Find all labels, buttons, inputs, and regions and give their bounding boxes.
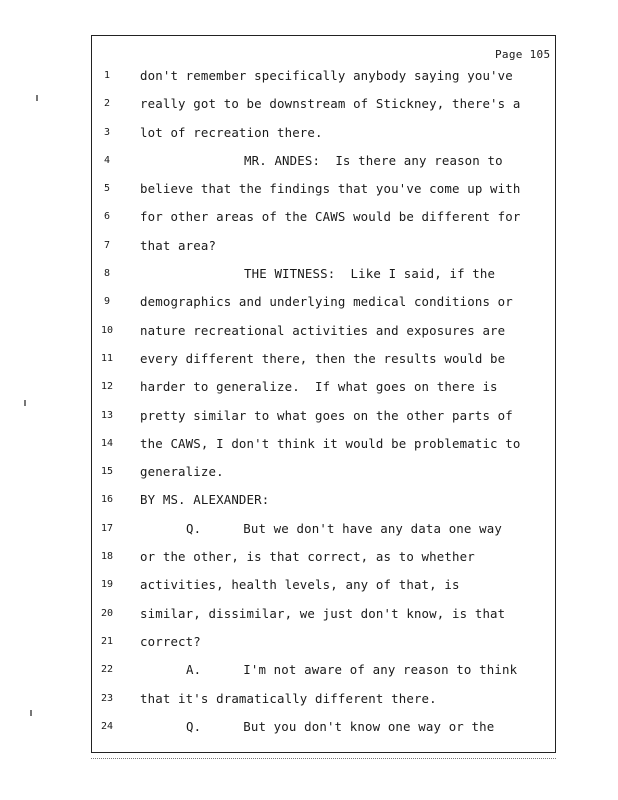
line-number: 11 [100,352,114,364]
line-number: 23 [100,692,114,704]
qa-text: But you don't know one way or the [243,718,495,734]
line-number: 13 [100,409,114,421]
line-number: 16 [100,494,114,506]
line-number: 12 [100,381,114,393]
answer-line [140,661,556,689]
transcript-line: activities, health levels, any of that, is [140,577,460,593]
line-number: 9 [103,296,111,308]
transcript-line: similar, dissimilar, we just don't know, is that [140,605,506,621]
transcript-line: the CAWS, I don't think it would be problematic to [140,435,521,451]
margin-mark [30,710,32,716]
qa-text: I'm not aware of any reason to think [243,662,518,678]
line-number: 19 [100,579,114,591]
line-number: 18 [100,551,114,563]
question-line [140,718,556,746]
line-number: 20 [100,607,114,619]
page-bottom-rule [91,758,556,759]
qa-label: Q. [186,520,202,536]
qa-text: But we don't have any data one way [243,520,502,536]
line-number: 3 [103,126,111,138]
speaker-line: THE WITNESS: Like I said, if the [244,266,496,282]
line-number: 22 [100,664,114,676]
margin-mark [36,95,38,101]
transcript-line: believe that the findings that you've come up with [140,181,521,197]
line-number: 15 [100,466,114,478]
line-number: 8 [103,268,111,280]
line-number: 4 [103,154,111,166]
line-number: 17 [100,522,114,534]
transcript-line: pretty similar to what goes on the other parts of [140,407,513,423]
transcript-line: for other areas of the CAWS would be different for [140,209,521,225]
transcript-line: every different there, then the results would be [140,350,506,366]
examiner-line: BY MS. ALEXANDER: [140,492,270,508]
line-number-column [98,67,116,746]
margin-mark [24,400,26,406]
transcript-line: that area? [140,237,217,253]
line-number: 2 [103,98,111,110]
line-number: 14 [100,437,114,449]
transcript-line: harder to generalize. If what goes on there is [140,379,498,395]
speaker-line: MR. ANDES: Is there any reason to [244,152,503,168]
transcript-body [140,67,556,746]
transcript-line: nature recreational activities and exposures are [140,322,506,338]
transcript-line: that it's dramatically different there. [140,690,437,706]
qa-label: A. [186,662,202,678]
transcript-line: lot of recreation there. [140,124,323,140]
qa-label: Q. [186,718,202,734]
line-number: 5 [103,183,111,195]
transcript-line: really got to be downstream of Stickney, there's a [140,96,521,112]
transcript-line: or the other, is that correct, as to whether [140,549,475,565]
transcript-line: demographics and underlying medical conditions or [140,294,513,310]
line-number: 21 [100,635,114,647]
line-number: 10 [100,324,114,336]
line-number: 1 [103,70,111,81]
transcript-line: don't remember specifically anybody saying you've [140,68,513,83]
line-number: 24 [100,720,114,732]
line-number: 7 [103,239,111,251]
line-number: 6 [103,211,111,223]
transcript-line: correct? [140,633,201,649]
question-line [140,520,556,548]
page-number: Page 105 [495,48,551,61]
transcript-line: generalize. [140,464,224,480]
